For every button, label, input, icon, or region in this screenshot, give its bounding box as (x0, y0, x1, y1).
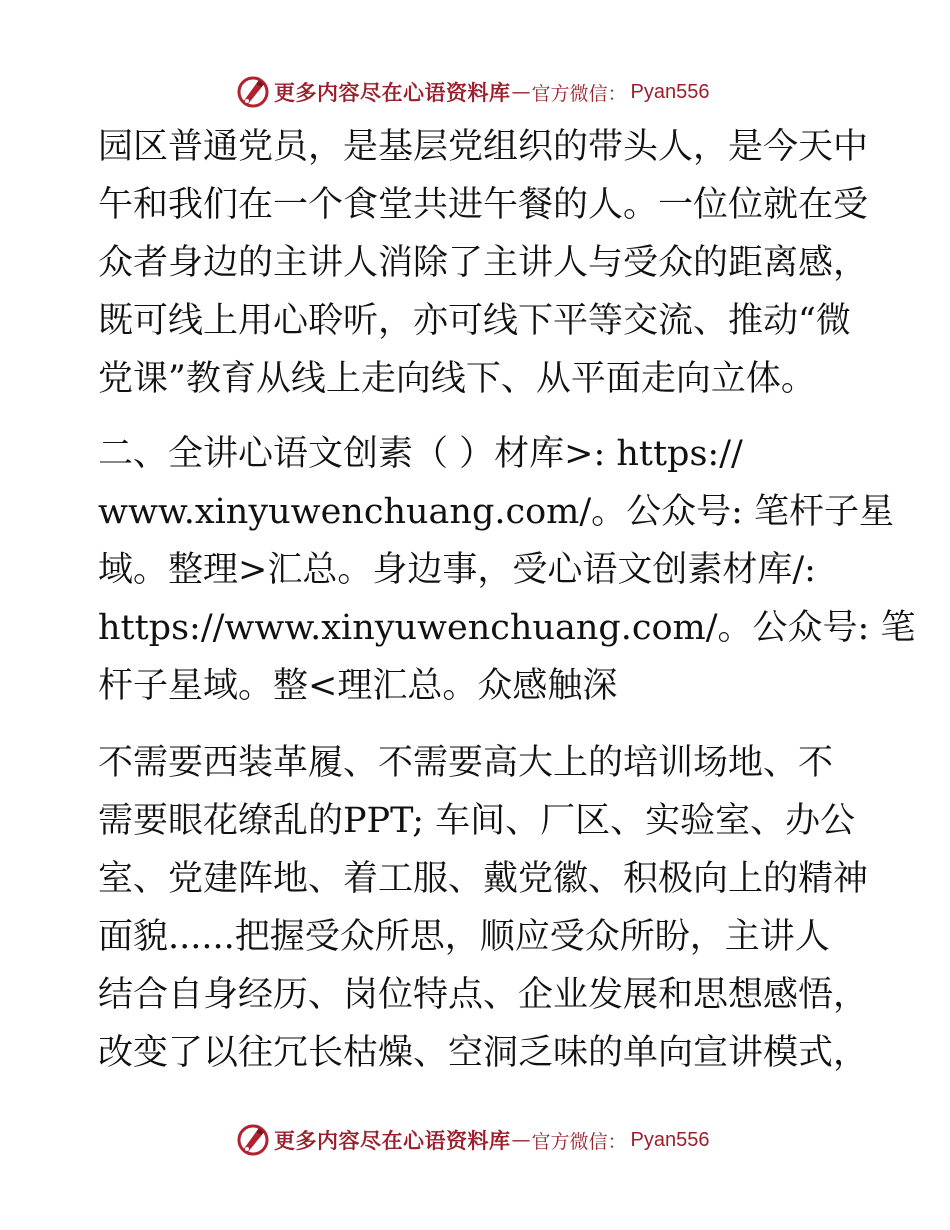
header-banner-label: 官方微信： (531, 82, 627, 105)
text-line: 午和我们在一个食堂共进午餐的人。一位位就在受 (98, 185, 869, 225)
pen-logo-icon (236, 75, 270, 109)
text-line: 党课”教育从线上走向线下、从平面走向立体。 (98, 359, 816, 399)
text-line: 改变了以往冗长枯燥、空洞乏味的单向宣讲模式， (98, 1033, 869, 1073)
text-line: 既可线上用心聆听，亦可线下平等交流、推动“微 (98, 301, 851, 341)
footer-banner-title: 更多内容尽在心语资料库 (274, 1128, 511, 1153)
pen-logo-icon (236, 1123, 270, 1157)
text-line: 面貌......把握受众所思，顺应受众所盼，主讲人 (98, 917, 830, 957)
header-banner-dash: — (511, 81, 531, 103)
paragraph-2 (98, 425, 916, 715)
text-line: 众者身边的主讲人消除了主讲人与受众的距离感， (98, 243, 869, 283)
text-line: 域。整理>汇总。身边事，受心语文创素材库/: (98, 550, 816, 590)
text-line: 园区普通党员，是基层党组织的带头人，是今天中 (98, 127, 869, 167)
footer-banner-wechat-id: Pyan556 (630, 1128, 710, 1151)
footer-banner-dash: — (511, 1129, 531, 1151)
footer-banner-label: 官方微信： (531, 1130, 627, 1153)
footer-banner (236, 1122, 709, 1158)
text-line: https://www.xinyuwenchuang.com/。公众号: 笔 (98, 608, 916, 648)
text-line: 不需要西装革履、不需要高大上的培训场地、不 (98, 743, 834, 783)
text-line: 需要眼花缭乱的PPT; 车间、厂区、实验室、办公 (98, 801, 856, 841)
paragraph-1 (98, 118, 869, 408)
header-banner-wechat-id: Pyan556 (630, 80, 710, 103)
text-line: 二、全讲心语文创素（ ）材库>: https:// (98, 434, 743, 474)
text-line: 结合自身经历、岗位特点、企业发展和思想感悟， (98, 975, 869, 1015)
text-line: www.xinyuwenchuang.com/。公众号: 笔杆子星 (98, 492, 895, 532)
header-banner-title: 更多内容尽在心语资料库 (274, 80, 511, 105)
paragraph-3 (98, 734, 869, 1082)
text-line: 室、党建阵地、着工服、戴党徽、积极向上的精神 (98, 859, 869, 899)
text-line: 杆子星域。整<理汇总。众感触深 (98, 666, 618, 706)
header-banner (236, 74, 709, 110)
